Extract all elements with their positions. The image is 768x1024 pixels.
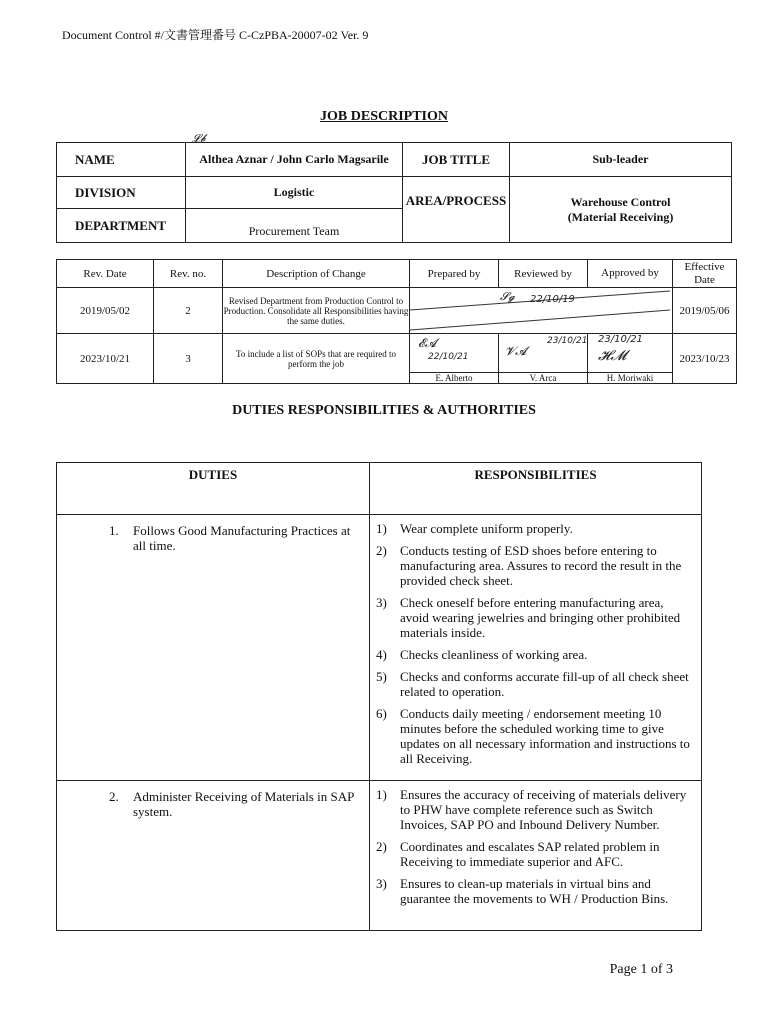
responsibility-number: 6) — [376, 706, 387, 721]
responsibility-text: Checks and conforms accurate fill-up of all check sheet related to operation. — [400, 669, 689, 699]
document-control-number: Document Control #/文書管理番号 C-CzPBA-20007-02 Ver. 9 — [62, 28, 369, 42]
reviewed-by-name: V. Arca — [499, 372, 587, 383]
approved-sign-date: 23/10/21 — [598, 334, 643, 345]
responsibility-number: 2) — [376, 543, 387, 558]
responsibility-item — [370, 839, 695, 869]
responsibility-item — [370, 595, 695, 640]
signoff-date: 22/10/19 — [530, 294, 575, 305]
duties-section-title: DUTIES RESPONSIBILITIES & AUTHORITIES — [232, 403, 536, 418]
responsibility-text: Checks cleanliness of working area. — [400, 647, 588, 662]
area-value — [510, 177, 732, 243]
rev-date-header: Rev. Date — [57, 260, 154, 288]
responsibility-text: Check oneself before entering manufacturing area, avoid wearing jewelries and bringing other prohibited materials inside. — [400, 595, 681, 640]
responsibility-text: Wear complete uniform properly. — [400, 521, 573, 536]
prepared-by-cell — [410, 334, 499, 384]
effective-date-header: Effective Date — [673, 260, 737, 288]
duty-text: Administer Receiving of Materials in SAP system. — [133, 789, 354, 819]
duty-cell — [57, 781, 370, 931]
description-cell: To include a list of SOPs that are required to perform the job — [223, 334, 410, 384]
responsibility-text: Ensures the accuracy of receiving of materials delivery to PHW have complete reference such as Switch Invoices, SAP PO and Inbound Delivery Number. — [400, 787, 687, 832]
responsibilities-cell — [370, 781, 702, 931]
responsibility-item — [370, 787, 695, 832]
prepared-signature: 𝓔𝓐 — [418, 336, 437, 350]
responsibility-number: 3) — [376, 876, 387, 891]
responsibility-number: 3) — [376, 595, 387, 610]
effective-date-cell: 2019/05/06 — [673, 288, 737, 334]
name-signature: 𝓛𝓫 — [192, 132, 206, 145]
rev-date-cell: 2023/10/21 — [57, 334, 154, 384]
approved-signature: 𝓗𝓜 — [598, 348, 627, 364]
division-value: Logistic — [186, 177, 403, 209]
duty-text: Follows Good Manufacturing Practices at all time. — [133, 523, 351, 553]
reviewed-sign-date: 23/10/21 — [547, 336, 588, 346]
department-label: DEPARTMENT — [57, 209, 186, 243]
approved-by-name: H. Moriwaki — [588, 372, 672, 383]
duty-item — [57, 515, 369, 553]
area-value-line2: (Material Receiving) — [567, 209, 674, 224]
description-cell: Revised Department from Production Control to Production. Consolidate all Responsibilities having the same duties. — [223, 288, 410, 334]
approved-by-header: Approved by — [588, 260, 673, 288]
job-title-label: JOB TITLE — [403, 143, 510, 177]
prepared-by-name: E. Alberto — [410, 372, 498, 383]
name-label: NAME — [57, 143, 186, 177]
responsibility-item — [370, 706, 695, 766]
effective-date-cell: 2023/10/23 — [673, 334, 737, 384]
prepared-sign-date: 22/10/21 — [428, 352, 469, 362]
rev-no-cell: 3 — [154, 334, 223, 384]
job-description-title: JOB DESCRIPTION — [320, 109, 448, 124]
responsibility-text: Ensures to clean-up materials in virtual bins and guarantee the movements to WH / Production Bins. — [400, 876, 669, 906]
responsibility-number: 1) — [376, 787, 387, 802]
reviewed-by-cell — [499, 334, 588, 384]
job-info-table — [56, 142, 732, 243]
rev-no-cell: 2 — [154, 288, 223, 334]
responsibilities-header: RESPONSIBILITIES — [370, 463, 702, 515]
duty-item — [57, 781, 369, 819]
job-title-value: Sub-leader — [510, 143, 732, 177]
rev-date-cell: 2019/05/02 — [57, 288, 154, 334]
prepared-by-header: Prepared by — [410, 260, 499, 288]
responsibility-number: 5) — [376, 669, 387, 684]
duty-number: 2. — [109, 789, 119, 804]
description-header: Description of Change — [223, 260, 410, 288]
duties-table — [56, 462, 702, 931]
responsibility-text: Coordinates and escalates SAP related problem in Receiving to immediate superior and AFC. — [400, 839, 660, 869]
duty-cell — [57, 515, 370, 781]
reviewed-by-header: Reviewed by — [499, 260, 588, 288]
responsibility-number: 2) — [376, 839, 387, 854]
area-value-line1: Warehouse Control — [570, 194, 671, 209]
responsibility-item — [370, 669, 695, 699]
signoff-cell — [410, 288, 673, 334]
responsibility-item — [370, 876, 695, 906]
approved-by-cell — [588, 334, 673, 384]
reviewed-signature: 𝓥𝓐 — [505, 344, 527, 358]
name-value: Althea Aznar / John Carlo Magsarile — [186, 143, 403, 177]
responsibility-text: Conducts daily meeting / endorsement meeting 10 minutes before the scheduled working time to give updates on all necessary information and instructions to all Receiving. — [400, 706, 690, 766]
area-label: AREA/PROCESS — [403, 177, 510, 243]
responsibility-text: Conducts testing of ESD shoes before entering to manufacturing area. Assures to record the result in the provided check sheet. — [400, 543, 682, 588]
responsibilities-cell — [370, 515, 702, 781]
signoff-signature: 𝓢𝓰 — [500, 290, 515, 303]
responsibility-number: 4) — [376, 647, 387, 662]
department-value: Procurement Team — [186, 209, 403, 243]
page-number: Page 1 of 3 — [609, 962, 673, 977]
duty-number: 1. — [109, 523, 119, 538]
duties-header: DUTIES — [57, 463, 370, 515]
responsibility-item — [370, 543, 695, 588]
responsibility-item — [370, 521, 695, 536]
rev-no-header: Rev. no. — [154, 260, 223, 288]
division-label: DIVISION — [57, 177, 186, 209]
revision-table — [56, 259, 737, 384]
responsibility-number: 1) — [376, 521, 387, 536]
responsibility-item — [370, 647, 695, 662]
